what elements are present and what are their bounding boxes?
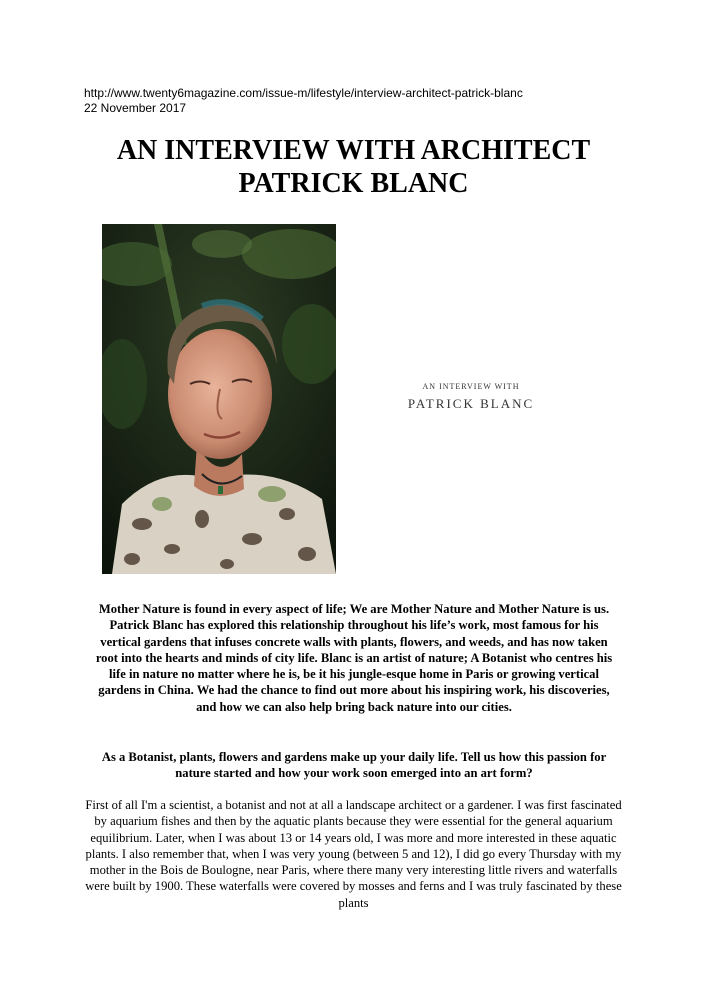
title-line-1: AN INTERVIEW WITH ARCHITECT	[116, 135, 591, 166]
source-header	[84, 86, 523, 116]
cover-caption	[336, 382, 606, 413]
cover-caption-name: PATRICK BLANC	[407, 396, 535, 411]
source-url: http://www.twenty6magazine.com/issue-m/lifestyle/interview-architect-patrick-blanc	[84, 86, 523, 100]
cover-caption-small: AN INTERVIEW WITH	[422, 382, 520, 391]
intro-paragraph: Mother Nature is found in every aspect of life; We are Mother Nature and Mother Nature is us. Patrick Blanc has explored this relationship throughout his life’s work, most famous for his vertical gardens that infuses concrete walls with plants, flowers, and weeds, and has now taken root into the hearts and minds of city life. Blanc is an artist of nature; A Botanist who centres his life in nature no matter where he is, be it his jungle-esque home in Paris or growing vertical gardens in China. We had the chance to find out more about his inspiring work, his discoveries, and how we can also help bring back nature into our cities.	[95, 602, 613, 714]
title-line-2: PATRICK BLANC	[238, 168, 469, 199]
interview-question: As a Botanist, plants, flowers and gardens make up your daily life. Tell us how this passion for nature started and how your work soon emerged into an art form?	[101, 750, 607, 781]
page-title	[0, 134, 707, 200]
source-date: 22 November 2017	[84, 101, 187, 115]
portrait-photo	[102, 224, 336, 574]
interview-answer: First of all I'm a scientist, a botanist and not at all a landscape architect or a gardener. I was first fascinated by aquarium fishes and then by the aquatic plants because they were essential for the general aquarium equilibrium. Later, when I was about 13 or 14 years old, I was more and more interested in these aquatic plants. I also remember that, when I was very young (between 5 and 12), I did go every Thursday with my mother in the Bois de Boulogne, near Paris, where there many very interesting little rivers and waterfalls were built by 1900. These waterfalls were covered by mosses and ferns and I was truly fascinated by these plants	[85, 798, 622, 910]
